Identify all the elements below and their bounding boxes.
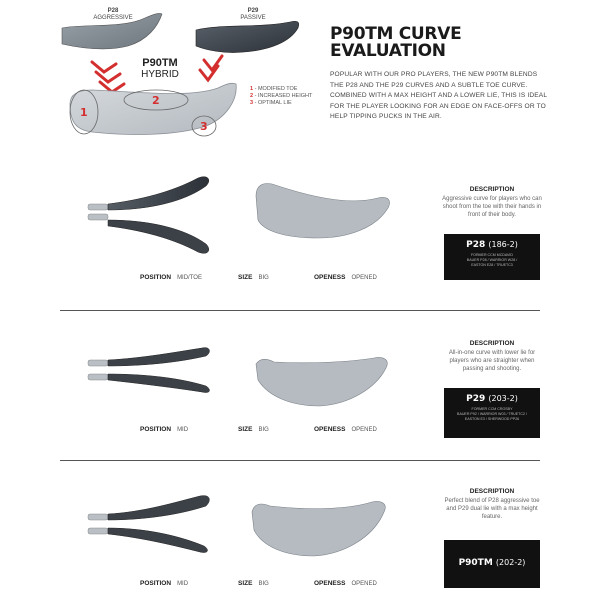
p28-blade (62, 13, 162, 49)
p90tm-size: SIZE BIG (238, 580, 269, 587)
p90tm-badge: P90TM (202-2) (444, 540, 540, 588)
p29-description-heading: DESCRIPTION (469, 340, 515, 347)
callout-number-2: 2 (152, 94, 160, 107)
hybrid-label: P90TM HYBRID (141, 57, 179, 80)
p29-position: POSITION MID (140, 426, 189, 433)
divider-2 (60, 460, 540, 461)
legend-item-2: 2 - INCREASED HEIGHT (250, 93, 313, 99)
p90tm-top-view (80, 486, 220, 562)
p28-description-text: Aggressive curve for players who can shoot from the toe with their hands in front of their body. (442, 196, 542, 218)
callout-number-3: 3 (200, 120, 208, 133)
p29-badge: P29 (203-2) FORMER CCM CROSBY BAUER P92 / WARRIOR W03 / TRUETC2 / EASTON E3 / SHERWOOD PP26 (444, 388, 540, 438)
p29-openess: OPENESS OPENED (314, 426, 377, 433)
p28-side-view (248, 176, 398, 256)
p28-description-heading: DESCRIPTION (469, 186, 515, 193)
hybrid-blade (70, 83, 236, 134)
callout-number-1: 1 (80, 106, 88, 119)
legend-item-3: 3 - OPTIMAL LIE (250, 100, 292, 106)
p29-description-text: All-in-one curve with lower lie for players who are straighter when passing and shooting. (448, 350, 536, 372)
p90tm-description-heading: DESCRIPTION (469, 488, 515, 495)
p29-top-view (80, 334, 220, 404)
p28-label: P28 AGGRESSIVE (93, 8, 133, 21)
page-title: P90TM CURVE EVALUATION (330, 24, 462, 61)
p90tm-side-view (246, 496, 400, 566)
chevron-arrows-left (92, 62, 124, 92)
p28-position: POSITION MID/TOE (140, 274, 202, 281)
p28-size: SIZE BIG (238, 274, 269, 281)
legend (250, 86, 312, 107)
p28-top-view (80, 170, 220, 260)
intro-paragraph: POPULAR WITH OUR PRO PLAYERS, THE NEW P90TM BLENDS THE P28 AND THE P29 CURVES AND A SUBTLE TOE CURVE. COMBINED WITH A MAX HEIGHT AND A LOWER LIE, THIS IS IDEAL FOR THE PLAYER LOOKING FOR AN EDGE ON FACE-OFFS OR TO HELP TIPPING PUCKS IN THE AIR. (330, 71, 547, 120)
p28-badge: P28 (186-2) FORMER CCM MCDAVID BAUER P28 / WARRIOR W28 / EASTON E28 / TRUETC3 (444, 234, 540, 280)
p29-label: P29 PASSIVE (240, 8, 266, 21)
p90tm-description-text: Perfect blend of P28 aggressive toe and P29 dual lie with a max height feature. (444, 498, 540, 520)
p29-size: SIZE BIG (238, 426, 269, 433)
divider-1 (60, 310, 540, 311)
legend-item-1: 1 - MODIFIED TOE (250, 86, 298, 92)
p90tm-position: POSITION MID (140, 580, 189, 587)
p28-openess: OPENESS OPENED (314, 274, 377, 281)
p29-blade (196, 21, 299, 52)
p90tm-openess: OPENESS OPENED (314, 580, 377, 587)
p29-side-view (250, 350, 400, 420)
chevron-arrows-right (200, 56, 222, 80)
